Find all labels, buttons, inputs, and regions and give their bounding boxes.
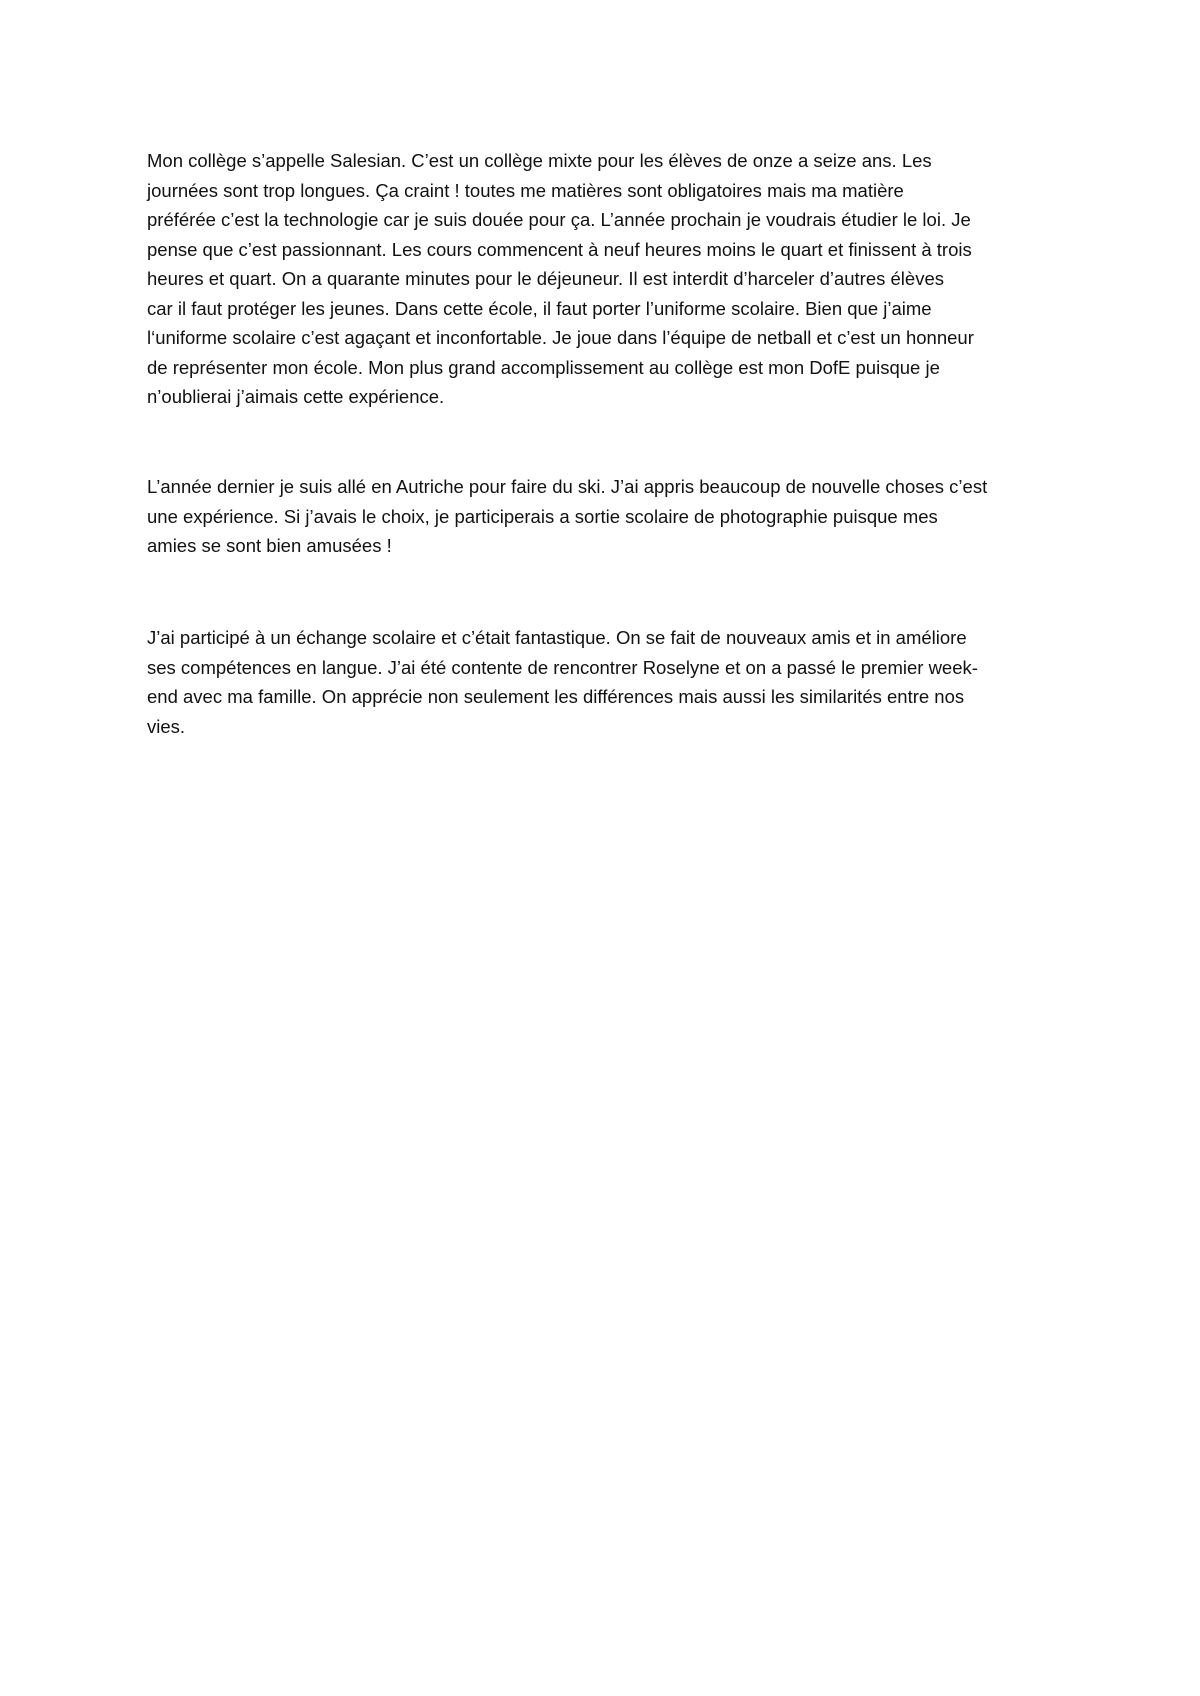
text-line: L’année dernier je suis allé en Autriche pour faire du ski. J’ai appris beaucoup de nouvelle choses c’est [147, 476, 988, 497]
text-line: end avec ma famille. On apprécie non seulement les différences mais aussi les similarités entre nos [147, 686, 965, 707]
paragraph-ski-trip [147, 472, 1067, 561]
text-line: vies. [147, 715, 186, 737]
text-line: pense que c’est passionnant. Les cours commencent à neuf heures moins le quart et finissent à trois [147, 238, 972, 260]
text-line: de représenter mon école. Mon plus grand accomplissement au collège est mon DofE puisque je [147, 356, 940, 378]
text-line: J’ai participé à un échange scolaire et c’était fantastique. On se fait de nouveaux amis et in améliore [147, 627, 967, 648]
paragraph-school-exchange [147, 623, 1067, 741]
text-line: l‘uniforme scolaire c’est agaçant et inconfortable. Je joue dans l’équipe de netball et c’est un honneur [147, 327, 974, 348]
text-line: n’oublierai j’aimais cette expérience. [147, 386, 445, 407]
text-line: Mon collège s’appelle Salesian. C’est un collège mixte pour les élèves de onze a seize ans. Les [147, 150, 932, 171]
text-line: heures et quart. On a quarante minutes pour le déjeuneur. Il est interdit d’harceler d’autres élèves [147, 268, 944, 289]
text-line: ses compétences en langue. J’ai été contente de rencontrer Roselyne et on a passé le premier week- [147, 656, 978, 678]
paragraph-school-description [147, 146, 1067, 412]
text-line: car il faut protéger les jeunes. Dans cette école, il faut porter l’uniforme scolaire. Bien que j’aime [147, 297, 932, 319]
text-line: une expérience. Si j’avais le choix, je participerais a sortie scolaire de photographie puisque mes [147, 505, 938, 527]
text-line: journées sont trop longues. Ça craint ! toutes me matières sont obligatoires mais ma matière [147, 179, 904, 201]
text-line: amies se sont bien amusées ! [147, 535, 392, 556]
text-line: préférée c’est la technologie car je suis douée pour ça. L’année prochain je voudrais étudier le loi. Je [147, 209, 971, 230]
